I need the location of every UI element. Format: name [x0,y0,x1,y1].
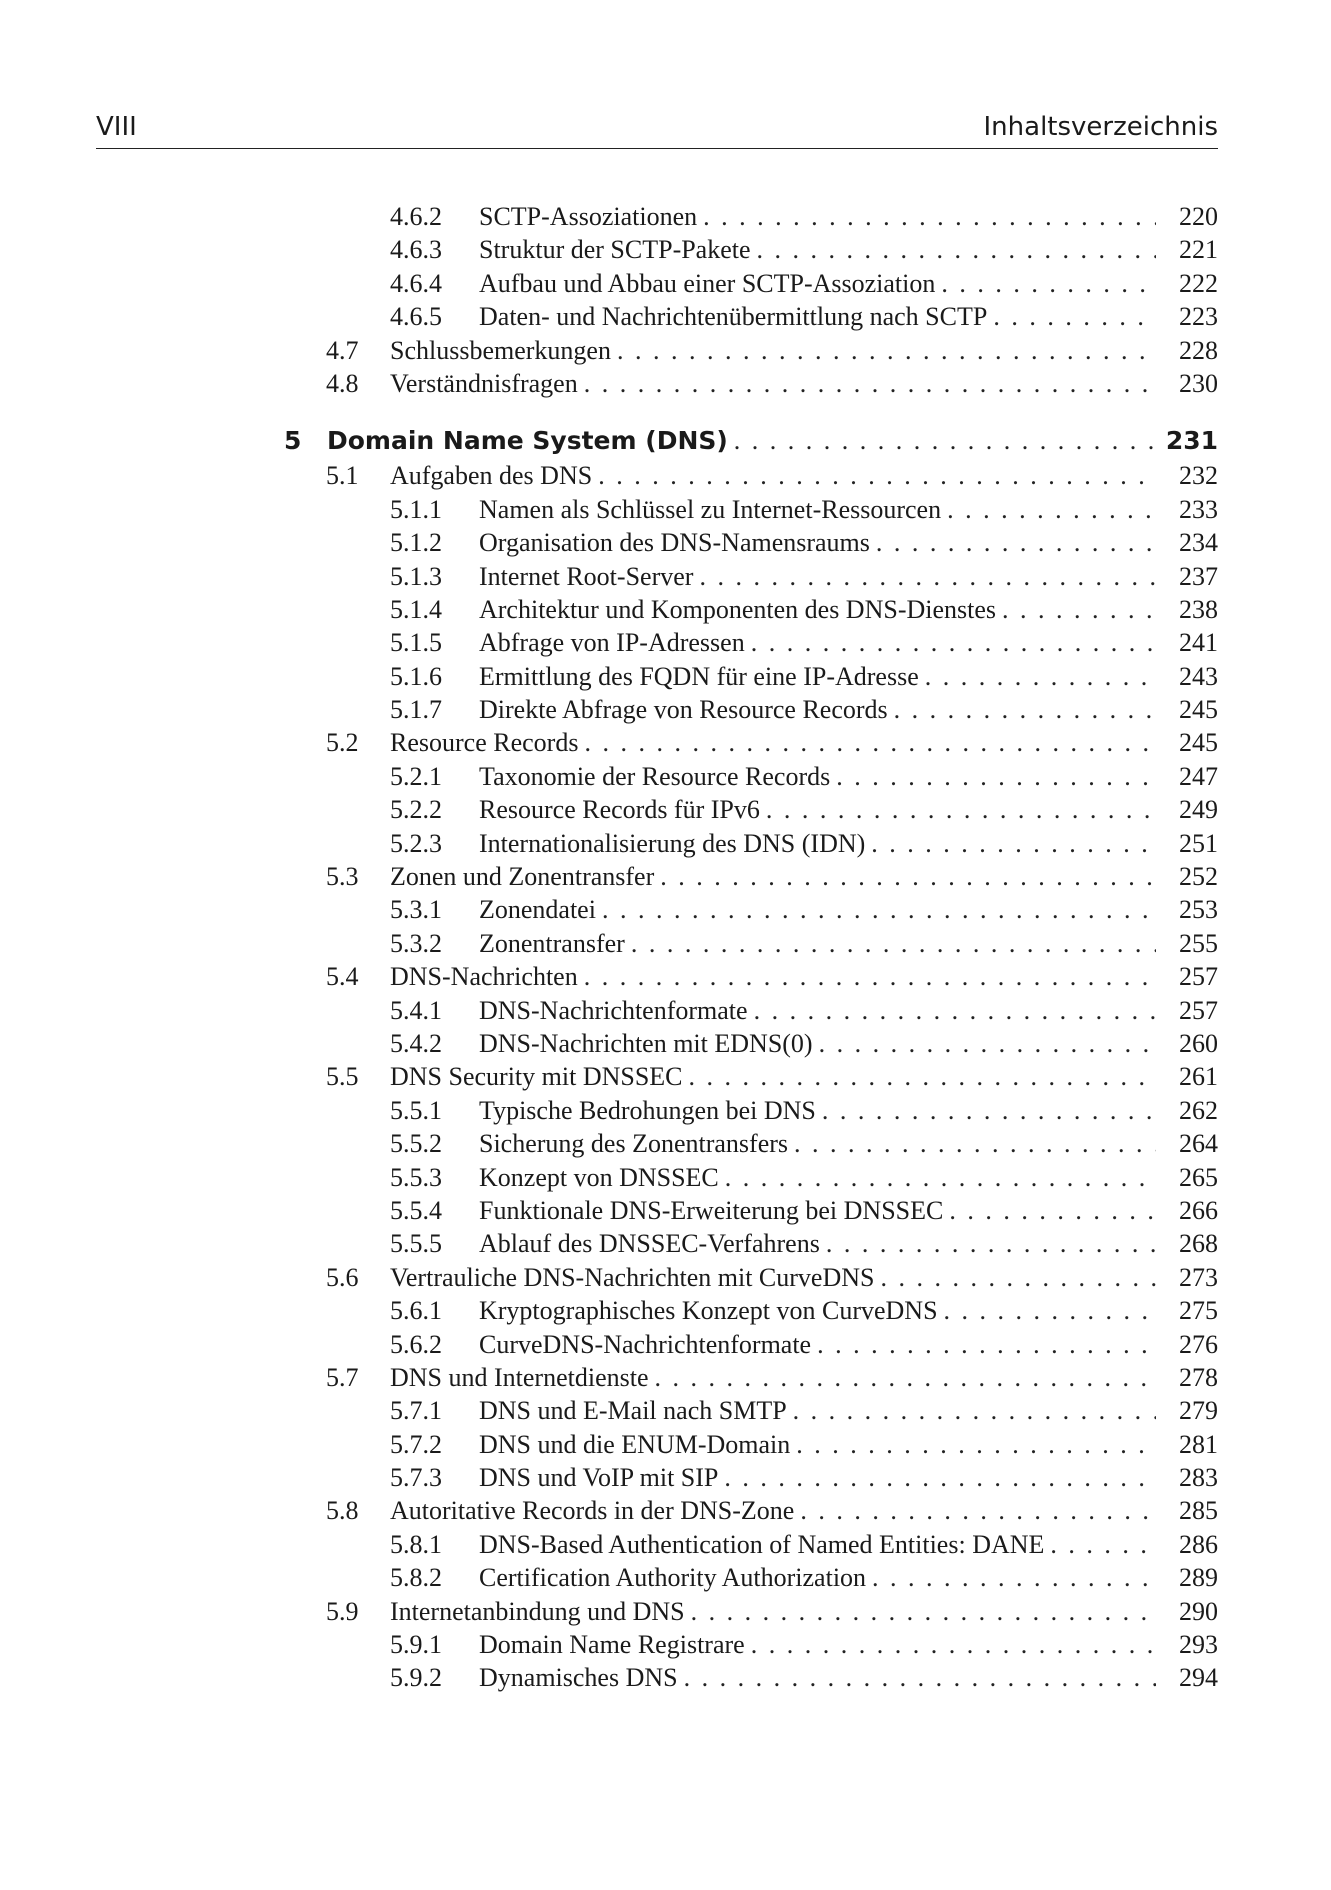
toc-entry-page: 293 [1179,1630,1218,1660]
toc-entry-number: 5.1.2 [390,528,442,558]
dot-leader [602,893,1156,926]
dot-leader [584,960,1156,993]
dot-leader [631,927,1156,960]
toc-entry[interactable] [0,526,1331,559]
toc-entry-title: Aufbau und Abbau einer SCTP-Assoziation [479,267,941,300]
toc-entry-title: Domain Name Registrare [479,1628,751,1661]
toc-entry[interactable] [0,423,1331,459]
toc-entry-title: DNS und E-Mail nach SMTP [479,1394,793,1427]
dot-leader [800,1494,1156,1527]
toc-entry-page: 281 [1179,1429,1218,1459]
toc-entry-title-line [479,1027,1156,1060]
page-header [96,108,1218,149]
toc-entry-number: 4.6.4 [390,268,442,298]
toc-entry-title: Zonendatei [479,893,602,926]
toc-entry[interactable] [0,1628,1331,1661]
dot-leader [822,1094,1156,1127]
toc-entry-page: 220 [1179,202,1218,231]
toc-entry[interactable] [0,334,1331,367]
toc-entry-title-line [390,1595,1156,1628]
toc-entry-title-line [479,1628,1156,1661]
toc-entry-title: DNS und Internetdienste [390,1361,655,1394]
toc-entry[interactable] [0,560,1331,593]
toc-entry[interactable] [0,960,1331,993]
toc-entry-title: Internationalisierung des DNS (IDN) [479,827,871,860]
toc-entry-title-line [479,300,1156,333]
toc-entry-page: 260 [1179,1028,1218,1058]
toc-entry[interactable] [0,660,1331,693]
toc-entry-title: Daten- und Nachrichtenübermittlung nach SCTP [479,300,993,333]
toc-entry[interactable] [0,626,1331,659]
toc-entry-title-line [479,1661,1156,1694]
dot-leader [871,827,1156,860]
toc-entry[interactable] [0,1595,1331,1628]
toc-entry-page: 243 [1179,661,1218,691]
toc-entry-title-line [390,860,1156,893]
toc-entry-page: 273 [1179,1262,1218,1292]
toc-entry-page: 266 [1179,1195,1218,1225]
dot-leader [1050,1528,1156,1561]
toc-entry-title: Funktionale DNS-Erweiterung bei DNSSEC [479,1194,949,1227]
toc-entry-title: SCTP-Assoziationen [479,200,703,233]
toc-entry[interactable] [0,1261,1331,1294]
toc-entry-title: DNS-Nachrichten [390,960,584,993]
running-title: Inhaltsverzeichnis [983,112,1218,142]
toc-entry-number: 5.5.4 [390,1195,442,1225]
toc-entry-number: 5.8.1 [390,1529,442,1559]
toc-entry-page: 232 [1179,461,1218,491]
toc-entry-number: 5.2 [326,728,359,758]
toc-entry-page: 234 [1179,528,1218,558]
toc-entry-number: 5.5.1 [390,1095,442,1125]
toc-entry-title-line [390,960,1156,993]
toc-entry-number: 5.1.4 [390,594,442,624]
toc-entry[interactable] [0,1461,1331,1494]
toc-entry-number: 4.8 [326,368,359,398]
toc-entry-number: 4.6.3 [390,235,442,265]
toc-entry-page: 283 [1179,1463,1218,1493]
toc-entry-page: 241 [1179,628,1218,658]
dot-leader [725,1161,1156,1194]
toc-entry-page: 262 [1179,1095,1218,1125]
toc-entry-title: DNS und die ENUM-Domain [479,1428,796,1461]
toc-entry-title: Kryptographisches Konzept von CurveDNS [479,1294,944,1327]
toc-entry-title-line [479,560,1156,593]
toc-entry[interactable] [0,459,1331,492]
toc-entry[interactable] [0,233,1331,266]
toc-entry-number: 5.1.3 [390,561,442,591]
toc-entry-number: 5.8.2 [390,1563,442,1593]
toc-entry-page: 245 [1179,728,1218,758]
toc-entry[interactable] [0,593,1331,626]
dot-leader [689,1060,1156,1093]
toc-entry-title: Aufgaben des DNS [390,459,598,492]
toc-entry-title-line [479,1194,1156,1227]
toc-entry-page: 257 [1179,995,1218,1025]
toc-entry-title-line [479,1428,1156,1461]
toc-entry-number: 5.3.2 [390,928,442,958]
dot-leader [944,1294,1156,1327]
toc-entry-page: 255 [1179,928,1218,958]
toc-entry-page: 285 [1179,1496,1218,1526]
dot-leader [817,1328,1156,1361]
toc-entry-page: 233 [1179,494,1218,524]
dot-leader [754,994,1156,1027]
toc-entry-title-line [479,526,1156,559]
toc-entry-title-line [479,1227,1156,1260]
toc-entry-page: 230 [1179,368,1218,398]
toc-entry-number: 5.1.7 [390,695,442,725]
toc-entry-title-line [479,493,1156,526]
toc-entry-title: Internet Root-Server [479,560,699,593]
toc-entry-title: DNS-Nachrichten mit EDNS(0) [479,1027,819,1060]
dot-leader [894,693,1156,726]
dot-leader [655,1361,1156,1394]
toc-entry-page: 228 [1179,335,1218,365]
toc-entry[interactable] [0,1060,1331,1093]
toc-entry-title-line [479,593,1156,626]
toc-entry-page: 251 [1179,828,1218,858]
toc-entry-title-line [479,760,1156,793]
toc-entry-page: 261 [1179,1062,1218,1092]
dot-leader [941,267,1156,300]
toc-entry-number: 5.5.2 [390,1129,442,1159]
toc-entry-title: Domain Name System (DNS) [327,423,734,459]
toc-entry-page: 221 [1179,235,1218,265]
toc-entry-title: Certification Authority Authorization [479,1561,872,1594]
dot-leader [584,367,1156,400]
toc-entry[interactable] [0,200,1331,233]
toc-entry-title: Abfrage von IP-Adressen [479,626,751,659]
toc-entry[interactable] [0,493,1331,526]
toc-entry-page: 249 [1179,795,1218,825]
toc-entry[interactable] [0,693,1331,726]
toc-entry-page: 275 [1179,1296,1218,1326]
toc-entry-number: 5.1.6 [390,661,442,691]
toc-entry-title: Namen als Schlüssel zu Internet-Ressourcen [479,493,947,526]
dot-leader [684,1661,1156,1694]
toc-entry-title-line [390,1261,1156,1294]
toc-entry-page: 252 [1179,862,1218,892]
toc-entry[interactable] [0,1194,1331,1227]
toc-entry-title-line [390,367,1156,400]
toc-entry-page: 294 [1179,1663,1218,1693]
toc-entry-title: Direkte Abfrage von Resource Records [479,693,894,726]
toc-entry-title-line [479,827,1156,860]
dot-leader [766,793,1156,826]
toc-entry[interactable] [0,1127,1331,1160]
toc-entry-number: 5.5 [326,1062,359,1092]
toc-entry-page: 286 [1179,1529,1218,1559]
toc-entry-title-line [479,200,1156,233]
toc-entry-title: Dynamisches DNS [479,1661,684,1694]
toc-entry-page: 247 [1179,761,1218,791]
dot-leader [794,1127,1156,1160]
toc-entry[interactable] [0,1227,1331,1260]
dot-leader [751,1628,1156,1661]
toc-entry-page: 279 [1179,1396,1218,1426]
toc-entry-title: CurveDNS-Nachrichtenformate [479,1328,817,1361]
toc-entry-number: 4.6.5 [390,302,442,332]
toc-entry-page: 253 [1179,895,1218,925]
dot-leader [691,1595,1156,1628]
toc-entry[interactable] [0,793,1331,826]
toc-entry[interactable] [0,726,1331,759]
toc-entry-number: 5.1.1 [390,494,442,524]
toc-entry-number: 5.2.1 [390,761,442,791]
toc-entry[interactable] [0,1561,1331,1594]
dot-leader [703,200,1156,233]
toc-entry-number: 5.6.2 [390,1329,442,1359]
dot-leader [751,626,1156,659]
toc-entry-title: Verständnisfragen [390,367,584,400]
toc-entry-title-line [390,1494,1156,1527]
toc-entry-number: 5.1 [326,461,359,491]
toc-entry-number: 5.1.5 [390,628,442,658]
dot-leader [724,1461,1156,1494]
toc-entry-number: 5 [284,426,302,456]
toc-entry-title-line [479,1561,1156,1594]
toc-entry[interactable] [0,760,1331,793]
dot-leader [836,760,1156,793]
toc-entry-number: 5.3.1 [390,895,442,925]
toc-entry-number: 5.2.2 [390,795,442,825]
toc-entry-title: Architektur und Komponenten des DNS-Dienstes [479,593,1002,626]
toc-entry-title: DNS-Nachrichtenformate [479,994,754,1027]
toc-entry-number: 5.4.1 [390,995,442,1025]
toc-entry-title: Ablauf des DNSSEC-Verfahrens [479,1227,826,1260]
table-of-contents [0,200,1331,1695]
toc-entry[interactable] [0,367,1331,400]
toc-entry[interactable] [0,1394,1331,1427]
toc-entry[interactable] [0,1528,1331,1561]
toc-entry[interactable] [0,1094,1331,1127]
dot-leader [796,1428,1156,1461]
toc-entry-number: 5.7.1 [390,1396,442,1426]
toc-entry-title: Taxonomie der Resource Records [479,760,836,793]
toc-entry-title: Organisation des DNS-Namensraums [479,526,876,559]
toc-entry-page: 257 [1179,962,1218,992]
toc-entry-page: 265 [1179,1162,1218,1192]
toc-entry-title: Resource Records für IPv6 [479,793,766,826]
dot-leader [947,493,1156,526]
dot-leader [660,860,1156,893]
toc-entry-number: 5.4.2 [390,1028,442,1058]
toc-entry-title: Internetanbindung und DNS [390,1595,691,1628]
dot-leader [617,334,1156,367]
toc-entry-title-line [390,334,1156,367]
toc-entry-title: Sicherung des Zonentransfers [479,1127,794,1160]
toc-entry-number: 4.7 [326,335,359,365]
dot-leader [949,1194,1156,1227]
toc-entry-number: 5.6.1 [390,1296,442,1326]
toc-entry-title-line [479,927,1156,960]
toc-entry-title: DNS Security mit DNSSEC [390,1060,689,1093]
toc-entry-title-line [479,893,1156,926]
toc-entry[interactable] [0,1661,1331,1694]
toc-entry-number: 5.4 [326,962,359,992]
toc-entry-title-line [479,693,1156,726]
dot-leader [880,1261,1156,1294]
toc-entry-number: 5.9.1 [390,1630,442,1660]
toc-entry-title-line [479,1161,1156,1194]
toc-entry-title: DNS-Based Authentication of Named Entities: DANE [479,1528,1050,1561]
dot-leader [872,1561,1156,1594]
toc-entry-title: Zonen und Zonentransfer [390,860,660,893]
toc-entry-title-line [479,626,1156,659]
toc-entry-page: 264 [1179,1129,1218,1159]
toc-entry-number: 5.6 [326,1262,359,1292]
toc-entry[interactable] [0,300,1331,333]
toc-entry-title-line [390,1361,1156,1394]
toc-entry[interactable] [0,1361,1331,1394]
toc-entry[interactable] [0,827,1331,860]
toc-entry-title-line [479,1328,1156,1361]
toc-entry-number: 5.7.3 [390,1463,442,1493]
toc-entry[interactable] [0,994,1331,1027]
toc-entry-page: 231 [1165,426,1218,456]
toc-entry[interactable] [0,1494,1331,1527]
toc-entry-title-line [390,1060,1156,1093]
toc-entry-title-line [479,1127,1156,1160]
toc-entry[interactable] [0,927,1331,960]
toc-entry-number: 5.7 [326,1362,359,1392]
dot-leader [876,526,1156,559]
toc-entry[interactable] [0,1328,1331,1361]
toc-entry-title-line [479,267,1156,300]
toc-entry-number: 5.7.2 [390,1429,442,1459]
toc-entry-page: 278 [1179,1362,1218,1392]
toc-entry-number: 4.6.2 [390,202,442,231]
toc-entry[interactable] [0,893,1331,926]
toc-entry-page: 268 [1179,1229,1218,1259]
toc-entry-page: 289 [1179,1563,1218,1593]
toc-entry-number: 5.8 [326,1496,359,1526]
toc-entry-title-line [479,1528,1156,1561]
toc-entry-title-line [479,1461,1156,1494]
toc-entry-page: 290 [1179,1596,1218,1626]
toc-entry-title: Typische Bedrohungen bei DNS [479,1094,822,1127]
toc-entry-page: 223 [1179,302,1218,332]
toc-entry-number: 5.3 [326,862,359,892]
toc-entry-title-line [479,1394,1156,1427]
toc-entry-title: Autoritative Records in der DNS-Zone [390,1494,800,1527]
toc-entry-title-line [327,423,1156,459]
toc-entry-page: 238 [1179,594,1218,624]
toc-entry-number: 5.2.3 [390,828,442,858]
dot-leader [819,1027,1156,1060]
toc-entry-title-line [479,793,1156,826]
toc-entry-title: DNS und VoIP mit SIP [479,1461,724,1494]
toc-entry-title-line [479,1094,1156,1127]
toc-entry[interactable] [0,1027,1331,1060]
toc-entry-page: 276 [1179,1329,1218,1359]
dot-leader [793,1394,1156,1427]
toc-entry[interactable] [0,860,1331,893]
toc-entry-title: Struktur der SCTP-Pakete [479,233,757,266]
toc-entry-page: 245 [1179,695,1218,725]
dot-leader [584,726,1156,759]
toc-entry-title-line [479,994,1156,1027]
dot-leader [734,423,1156,459]
toc-entry[interactable] [0,1428,1331,1461]
page-number: VIII [96,112,137,142]
toc-entry-title-line [479,1294,1156,1327]
dot-leader [598,459,1156,492]
dot-leader [757,233,1156,266]
toc-entry-page: 222 [1179,268,1218,298]
toc-entry-number: 5.9.2 [390,1663,442,1693]
toc-entry-title: Ermittlung des FQDN für eine IP-Adresse [479,660,925,693]
toc-entry-number: 5.5.5 [390,1229,442,1259]
toc-entry-title-line [479,233,1156,266]
toc-entry-title-line [390,726,1156,759]
toc-entry-title-line [390,459,1156,492]
toc-entry[interactable] [0,267,1331,300]
toc-entry[interactable] [0,1294,1331,1327]
dot-leader [993,300,1156,333]
dot-leader [826,1227,1156,1260]
toc-entry-title-line [479,660,1156,693]
dot-leader [699,560,1156,593]
toc-entry-title: Zonentransfer [479,927,631,960]
toc-entry-title: Konzept von DNSSEC [479,1161,725,1194]
toc-entry-title: Schlussbemerkungen [390,334,617,367]
toc-entry-title: Resource Records [390,726,584,759]
toc-entry[interactable] [0,1161,1331,1194]
dot-leader [925,660,1156,693]
toc-entry-number: 5.5.3 [390,1162,442,1192]
toc-entry-page: 237 [1179,561,1218,591]
toc-entry-number: 5.9 [326,1596,359,1626]
dot-leader [1002,593,1156,626]
toc-entry-title: Vertrauliche DNS-Nachrichten mit CurveDNS [390,1261,880,1294]
